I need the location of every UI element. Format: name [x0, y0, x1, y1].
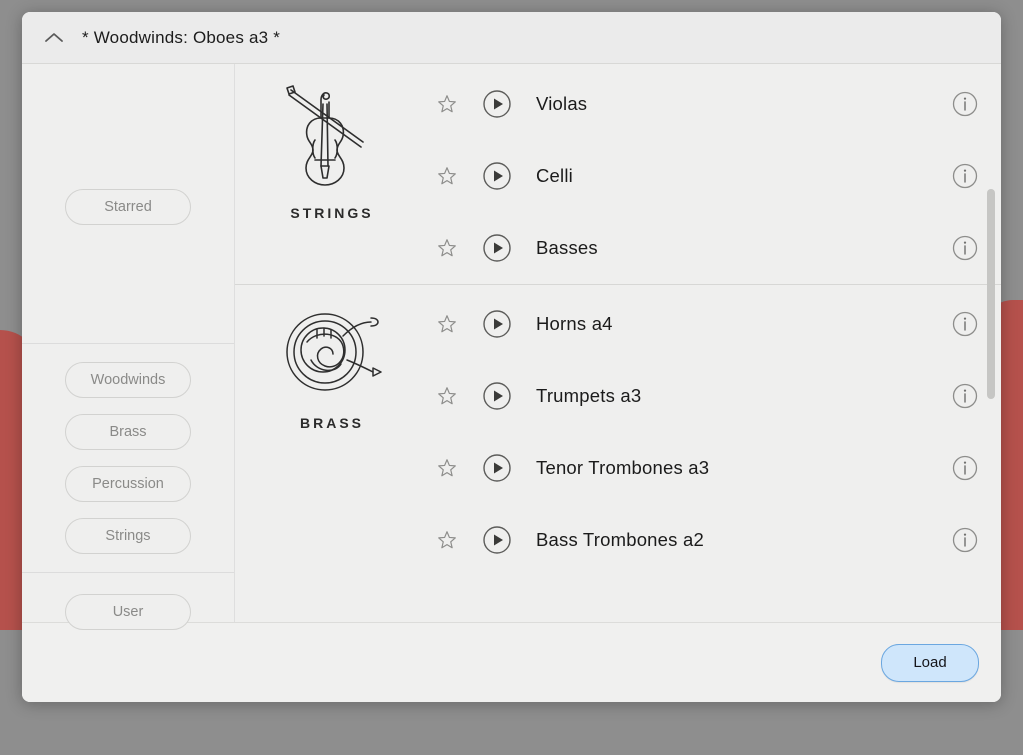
sidebar-group-families: [22, 344, 234, 572]
dialog-titlebar: [22, 12, 1001, 64]
star-outline-icon[interactable]: [432, 381, 462, 411]
star-outline-icon[interactable]: [432, 309, 462, 339]
list-item-label: Tenor Trombones a3: [536, 457, 710, 478]
instrument-list: [235, 64, 1001, 622]
list-scroll-area: [235, 64, 1001, 622]
star-outline-icon[interactable]: [432, 525, 462, 555]
load-button-label: Load: [913, 654, 947, 671]
info-circle-icon[interactable]: [951, 162, 979, 190]
sidebar-item-starred[interactable]: [65, 189, 191, 225]
list-scrollbar[interactable]: [987, 74, 995, 612]
sidebar-item-woodwinds[interactable]: [65, 362, 191, 398]
list-item-label: Bass Trombones a2: [536, 529, 704, 550]
sidebar-item-label: Brass: [109, 424, 147, 440]
list-item[interactable]: [429, 68, 1001, 140]
section-label: BRASS: [299, 415, 364, 431]
list-item[interactable]: [429, 504, 1001, 576]
info-circle-icon[interactable]: [951, 382, 979, 410]
list-item-label: Horns a4: [536, 313, 613, 334]
info-circle-icon[interactable]: [951, 90, 979, 118]
section-strings: [235, 64, 1001, 284]
play-circle-icon[interactable]: [480, 451, 514, 485]
page-title: * Woodwinds: Oboes a3 *: [82, 27, 281, 47]
star-outline-icon[interactable]: [432, 89, 462, 119]
background-shape-notch: [0, 0, 36, 5]
section-icon-column: [235, 64, 429, 284]
list-item-label: Celli: [536, 165, 573, 186]
play-circle-icon[interactable]: [480, 379, 514, 413]
section-icon-column: [235, 284, 429, 576]
sidebar-group-user: [22, 573, 234, 630]
violin-icon: [277, 82, 387, 197]
info-circle-icon[interactable]: [951, 526, 979, 554]
dialog-body: [22, 64, 1001, 622]
chevron-up-icon[interactable]: [40, 24, 68, 52]
sidebar: [22, 64, 235, 622]
section-divider: [235, 284, 1001, 285]
play-circle-icon[interactable]: [480, 159, 514, 193]
section-brass: [235, 284, 1001, 576]
list-item[interactable]: [429, 212, 1001, 284]
sidebar-item-percussion[interactable]: [65, 466, 191, 502]
play-circle-icon[interactable]: [480, 523, 514, 557]
list-item[interactable]: [429, 288, 1001, 360]
info-circle-icon[interactable]: [951, 234, 979, 262]
info-circle-icon[interactable]: [951, 454, 979, 482]
sidebar-item-label: User: [112, 604, 144, 620]
section-rows: [429, 284, 1001, 576]
section-rows: [429, 64, 1001, 284]
play-circle-icon[interactable]: [480, 307, 514, 341]
sidebar-item-label: Woodwinds: [90, 372, 166, 388]
list-item[interactable]: [429, 432, 1001, 504]
instrument-browser-dialog: [22, 12, 1001, 702]
french-horn-icon: [277, 302, 387, 407]
dialog-footer: [22, 622, 1001, 702]
list-item-label: Basses: [536, 237, 598, 258]
scrollbar-thumb[interactable]: [987, 189, 995, 399]
list-item[interactable]: [429, 140, 1001, 212]
load-button[interactable]: [881, 644, 979, 682]
section-label: STRINGS: [290, 205, 374, 221]
list-item-label: Violas: [536, 93, 588, 114]
sidebar-item-strings[interactable]: [65, 518, 191, 554]
list-item-label: Trumpets a3: [536, 385, 642, 406]
sidebar-item-brass[interactable]: [65, 414, 191, 450]
sidebar-item-label: Starred: [104, 199, 152, 215]
sidebar-item-label: Percussion: [92, 476, 164, 492]
play-circle-icon[interactable]: [480, 231, 514, 265]
star-outline-icon[interactable]: [432, 161, 462, 191]
sidebar-group-starred: [22, 64, 234, 225]
sidebar-item-label: Strings: [105, 528, 151, 544]
sidebar-item-user[interactable]: [65, 594, 191, 630]
play-circle-icon[interactable]: [480, 87, 514, 121]
info-circle-icon[interactable]: [951, 310, 979, 338]
list-item[interactable]: [429, 360, 1001, 432]
star-outline-icon[interactable]: [432, 453, 462, 483]
star-outline-icon[interactable]: [432, 233, 462, 263]
